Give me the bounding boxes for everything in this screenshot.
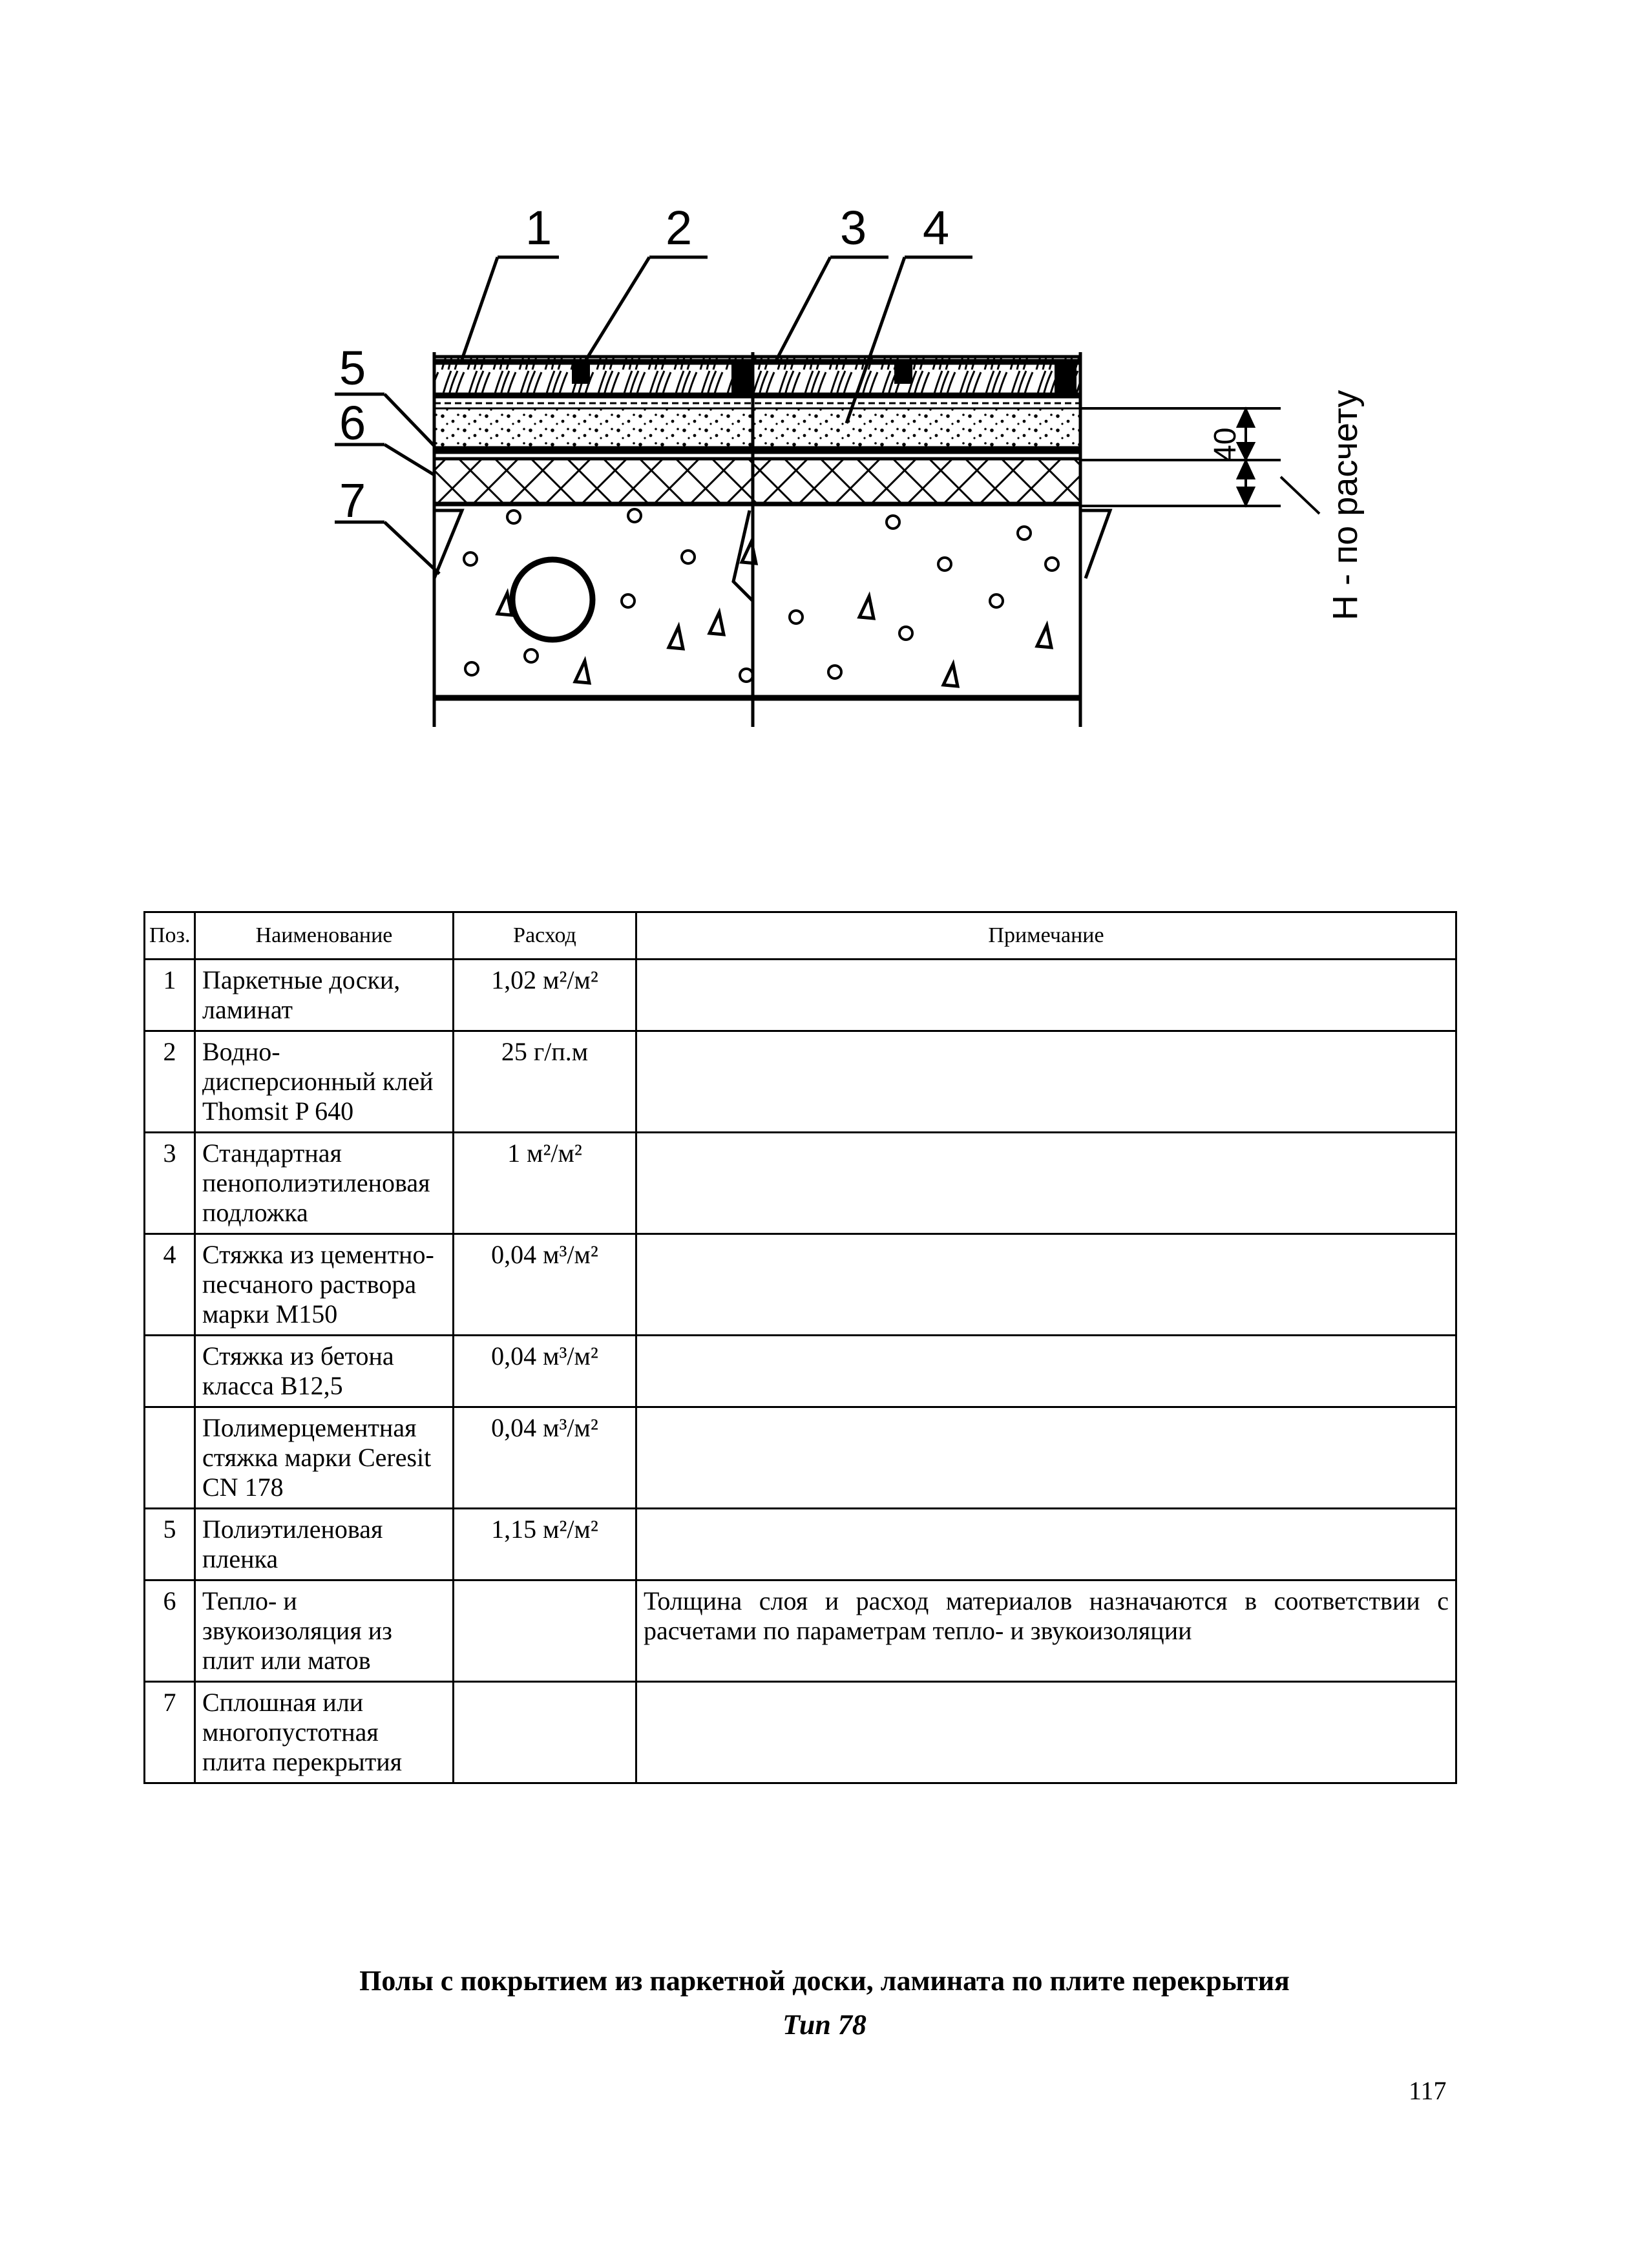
- layer-insulation-6: [434, 459, 1080, 504]
- row-pos: 2: [145, 1031, 195, 1133]
- row-pos: 7: [145, 1682, 195, 1783]
- row-note: [636, 1133, 1456, 1234]
- table-row: [145, 1133, 1456, 1234]
- callout-2: 2: [666, 201, 693, 255]
- page-number: 117: [1409, 2076, 1447, 2105]
- row-note: [636, 1234, 1456, 1336]
- row-note: [636, 1509, 1456, 1580]
- header-note: Примечание: [636, 912, 1456, 960]
- table-header-row: [145, 912, 1456, 960]
- row-pos: 6: [145, 1580, 195, 1682]
- row-name: Стяжка из цементно-песчаного раствора марки М150: [195, 1234, 454, 1336]
- row-consumption: 1 м²/м²: [454, 1133, 636, 1234]
- row-name: Полимерцементная стяжка марки Ceresit CN 178: [195, 1407, 454, 1509]
- row-consumption: 1,15 м²/м²: [454, 1509, 636, 1580]
- row-note: [636, 1682, 1456, 1783]
- row-note: [636, 1336, 1456, 1407]
- callout-3: 3: [840, 201, 867, 255]
- type-label: Тип 78: [782, 2009, 867, 2041]
- floor-section-drawing: [0, 0, 1649, 775]
- table-row: [145, 1031, 1456, 1133]
- row-pos: 4: [145, 1234, 195, 1336]
- row-consumption: 1,02 м²/м²: [454, 960, 636, 1031]
- callout-6: 6: [339, 396, 366, 450]
- table-row: [145, 960, 1456, 1031]
- row-consumption: 0,04 м³/м²: [454, 1407, 636, 1509]
- row-name: Паркетные доски, ламинат: [195, 960, 454, 1031]
- row-pos: [145, 1336, 195, 1407]
- row-name: Сплошная или многопустотная плита перекрытия: [195, 1682, 454, 1783]
- row-consumption: [454, 1682, 636, 1783]
- table-row: [145, 1336, 1456, 1407]
- layer-board-1: [434, 357, 1080, 395]
- header-pos: Поз.: [145, 912, 195, 960]
- header-consumption: Расход: [454, 912, 636, 960]
- row-pos: 5: [145, 1509, 195, 1580]
- row-pos: 1: [145, 960, 195, 1031]
- layer-screed-4: [434, 408, 1080, 447]
- callout-1: 1: [525, 201, 552, 255]
- row-consumption: [454, 1580, 636, 1682]
- row-note: [636, 1407, 1456, 1509]
- table-row: [145, 1682, 1456, 1783]
- table-row: [145, 1234, 1456, 1336]
- spec-table: [143, 911, 1457, 1784]
- row-pos: 3: [145, 1133, 195, 1234]
- row-pos: [145, 1407, 195, 1509]
- row-note: [636, 1031, 1456, 1133]
- row-name: Водно-дисперсионный клей Thomsit P 640: [195, 1031, 454, 1133]
- callout-4: 4: [923, 201, 950, 255]
- row-name: Тепло- и звукоизоляция из плит или матов: [195, 1580, 454, 1682]
- row-name: Полиэтиленовая пленка: [195, 1509, 454, 1580]
- row-note: Толщина слоя и расход материалов назначаются в соответствии с расчетами по параметрам тепло- и звукоизоляции: [636, 1580, 1456, 1682]
- callout-7: 7: [339, 474, 366, 527]
- table-row: [145, 1580, 1456, 1682]
- dimension-lines: [1080, 408, 1319, 514]
- row-consumption: 25 г/п.м: [454, 1031, 636, 1133]
- table-row: [145, 1509, 1456, 1580]
- page-caption: Полы с покрытием из паркетной доски, ламината по плите перекрытия: [359, 1965, 1290, 1997]
- row-name: Стяжка из бетона класса В12,5: [195, 1336, 454, 1407]
- row-consumption: 0,04 м³/м²: [454, 1234, 636, 1336]
- table-row: [145, 1407, 1456, 1509]
- height-note: H - по расчету: [1326, 390, 1365, 620]
- header-name: Наименование: [195, 912, 454, 960]
- dimension-40: 40: [1208, 427, 1243, 462]
- callout-5: 5: [339, 341, 366, 395]
- row-name: Стандартная пенополиэтиленовая подложка: [195, 1133, 454, 1234]
- row-consumption: 0,04 м³/м²: [454, 1336, 636, 1407]
- row-note: [636, 960, 1456, 1031]
